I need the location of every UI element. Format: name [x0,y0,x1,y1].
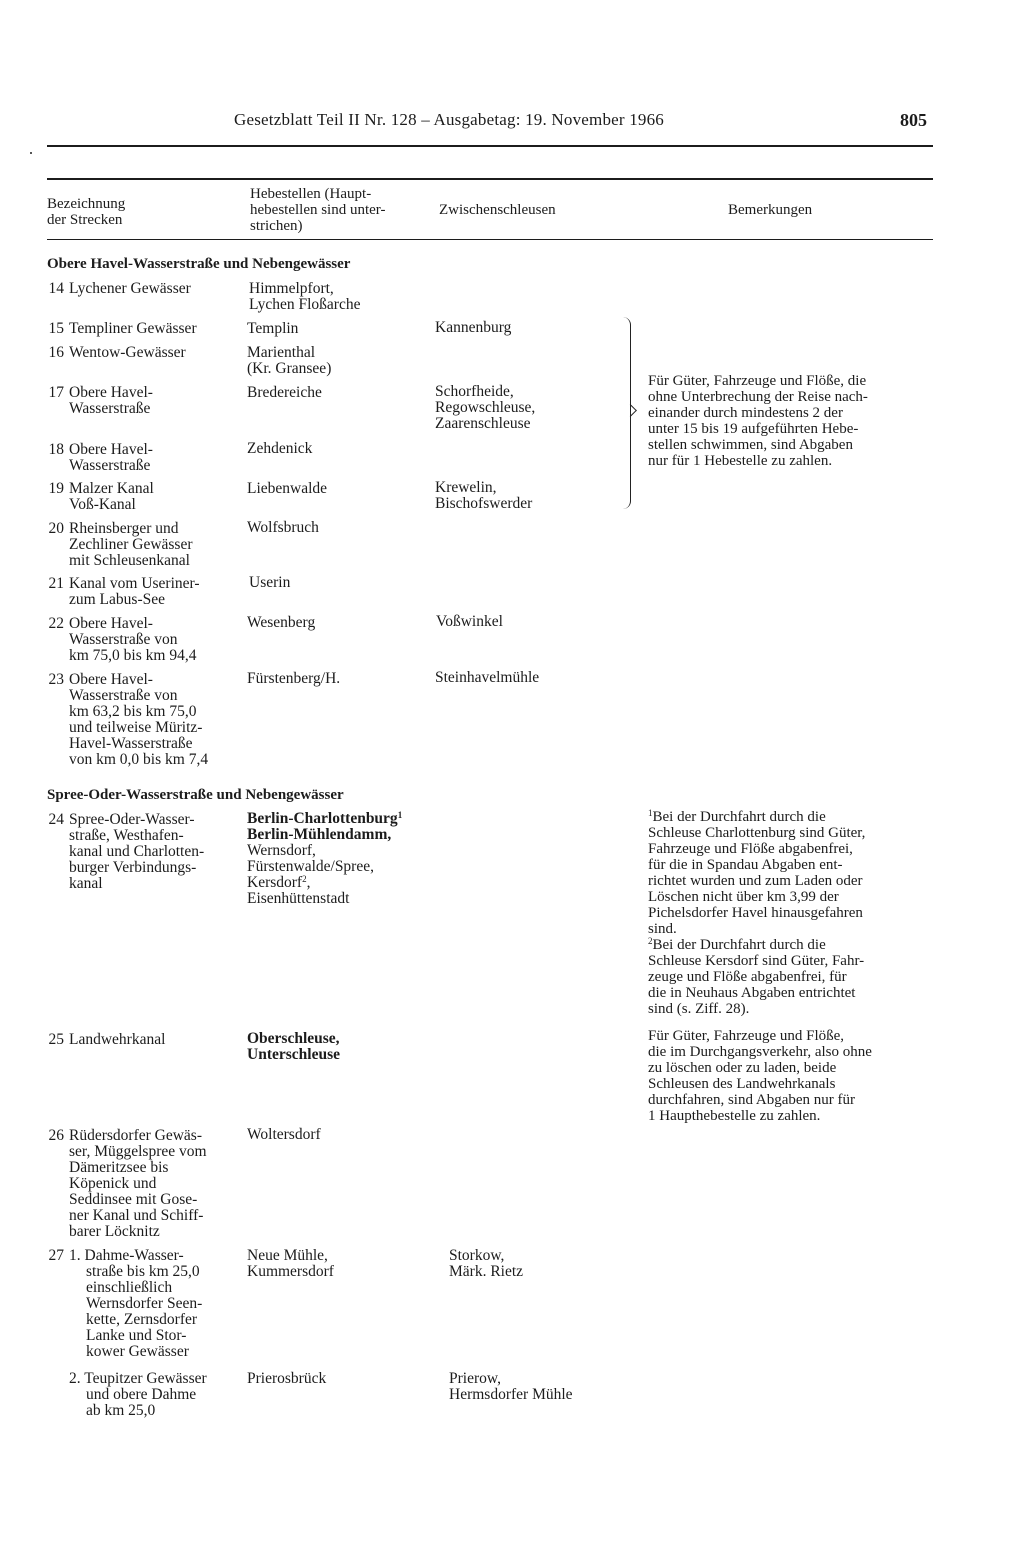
text-line: Spree-Oder-Wasser- [69,811,195,828]
row-number: 26 [48,1127,64,1144]
hebestellen [247,1127,321,1143]
strecke-name [69,1371,207,1419]
text-line: Himmelpfort, [249,280,334,297]
strecke-name [69,385,153,417]
text-line: zeuge und Flöße abgabenfrei, für [648,969,847,985]
text-line: Lychener Gewässer [69,280,191,297]
text-line: km 63,2 bis km 75,0 [69,703,197,720]
row-number: 27 [48,1247,64,1264]
zwischenschleusen [449,1248,523,1280]
text-line [648,937,864,953]
row-number: 23 [48,671,64,688]
strecke-name [69,281,191,297]
footnote-mark: 2 [302,874,307,884]
hebestellen [247,615,315,631]
row-number: 15 [48,320,64,337]
column-header-line: der Strecken [47,212,123,228]
hebestellen [247,1371,326,1387]
text-line: zu löschen oder zu laden, beide [648,1060,837,1076]
strecke-name [69,1248,202,1360]
column-header-line: strichen) [250,218,303,234]
text-line: Wasserstraße von [69,687,178,704]
text-line: Krewelin, [435,479,497,496]
text-line: Bei der Durchfahrt durch die [652,937,826,953]
text-line: mit Schleusenkanal [69,552,190,569]
text-line: und teilweise Müritz- [69,719,203,736]
text-line: Malzer Kanal [69,480,154,497]
text-line: kette, Zernsdorfer [86,1311,198,1328]
text-line: Märk. Rietz [449,1263,524,1280]
text-line: Berlin-Charlottenburg [247,810,398,827]
zwischenschleusen [435,384,535,432]
row-number: 22 [48,615,64,632]
text-line: Obere Havel- [69,384,153,401]
text-line: 1. Dahme-Wasser- [69,1247,184,1264]
text-line: Wolfsbruch [247,519,319,536]
text-line: ab km 25,0 [86,1402,156,1419]
table-header-rule [47,239,933,240]
table-top-rule [47,178,933,180]
text-line: Seddinsee mit Gose- [69,1191,198,1208]
text-line: Wesenberg [247,614,316,631]
text-line: Rheinsberger und [69,520,179,537]
remark-row-25 [648,1028,872,1124]
text-line: Dämeritzsee bis [69,1159,169,1176]
column-header-hebestellen [250,186,386,234]
strecke-name [69,616,196,664]
text-line: von km 0,0 bis km 7,4 [69,751,209,768]
header-rule [47,145,933,147]
text-line: Landwehrkanal [69,1031,166,1048]
text-line: straße, Westhafen- [69,827,184,844]
hebestellen [247,345,331,377]
text-line: Schleuse Kersdorf sind Güter, Fahr- [648,953,865,969]
text-line: kanal und Charlotten- [69,843,205,860]
text-line: (Kr. Gransee) [247,360,332,377]
row-number: 14 [48,280,64,297]
row-number: 25 [48,1031,64,1048]
zwischenschleusen [449,1371,573,1403]
text-line [648,809,865,825]
zwischenschleusen [435,320,511,336]
text-line: Für Güter, Fahrzeuge und Flöße, die [648,373,867,389]
text-line: 1 Haupthebestelle zu zahlen. [648,1108,821,1124]
text-line: einschließlich [86,1279,173,1296]
text-line: Schorfheide, [435,383,514,400]
page-header-title: Gesetzblatt Teil II Nr. 128 – Ausgabetag: 19. November 1966 [234,110,665,129]
text-line: Zechliner Gewässer [69,536,193,553]
hebestellen [247,321,298,337]
column-header-strecken [47,196,125,228]
text-line: Bredereiche [247,384,322,401]
hebestellen [247,1248,334,1280]
text-line: richtet wurden und zum Laden oder [648,873,863,889]
haupthebestelle: Berlin-Mühlendamm, [247,826,392,843]
haupthebestelle: Unterschleuse [247,1046,340,1063]
text-line: km 75,0 bis km 94,4 [69,647,197,664]
text-line: Wasserstraße [69,457,151,474]
hebestellen [247,520,319,536]
text-line: Rüdersdorfer Gewäs- [69,1127,202,1144]
text-line: einander durch mindestens 2 der [648,405,843,421]
hebestellen [249,575,290,591]
text-line: Obere Havel- [69,671,153,688]
text-line: Kersdorf [247,874,303,891]
text-line: Prierosbrück [247,1370,327,1387]
strecke-name [69,1128,207,1240]
strecke-name [69,321,197,337]
row-number: 20 [48,520,64,537]
text-line: Schleusen des Landwehrkanals [648,1076,836,1092]
text-line: nur für 1 Hebestelle zu zahlen. [648,453,833,469]
text-line: ohne Unterbrechung der Reise nach- [648,389,868,405]
strecke-name [69,345,186,361]
text-line: Fahrzeuge und Flöße abgabenfrei, [648,841,853,857]
hebestellen [247,671,340,687]
hebestellen [247,811,402,907]
zwischenschleusen [436,614,503,630]
text-line: straße bis km 25,0 [86,1263,200,1280]
column-header-line: Bezeichnung [47,196,126,212]
text-line: Voßwinkel [436,613,503,630]
text-line: Kannenburg [435,319,512,336]
text-line: ser, Müggelspree vom [69,1143,207,1160]
text-line: Köpenick und [69,1175,157,1192]
text-line: Schleuse Charlottenburg sind Güter, [648,825,866,841]
text-line: Zaarenschleuse [435,415,531,432]
haupthebestelle [247,811,402,827]
row-number: 16 [48,344,64,361]
text-line: barer Löcknitz [69,1223,160,1240]
footnote-mark: 1 [397,810,403,820]
text-line: Havel-Wasserstraße [69,735,193,752]
strecke-name [69,576,200,608]
text-line: kower Gewässer [86,1343,189,1360]
text-line: Templiner Gewässer [69,320,197,337]
text-line: Obere Havel- [69,615,153,632]
text-line: Templin [247,320,299,337]
row-number: 17 [48,384,64,401]
text-line: die im Durchgangsverkehr, also ohne [648,1044,872,1060]
text-line: Löschen nicht über km 3,99 der [648,889,839,905]
strecke-name [69,481,154,513]
text-line: burger Verbindungs- [69,859,197,876]
remark-footnote-1 [648,809,865,937]
hebestellen [247,441,312,457]
text-line: unter 15 bis 19 aufgeführten Hebe- [648,421,859,437]
remark-group-15-19 [648,373,868,469]
text-line: die in Neuhaus Abgaben entrichtet [648,985,856,1001]
text-line: Voß-Kanal [69,496,136,513]
text-line: Neue Mühle, [247,1247,328,1264]
text-line: Obere Havel- [69,441,153,458]
strecke-name [69,672,208,768]
strecke-name [69,1032,165,1048]
text-line: Wernsdorf, [247,842,316,859]
text-line: Wasserstraße von [69,631,178,648]
text-line: Woltersdorf [247,1126,321,1143]
text-line: Lanke und Stor- [86,1327,187,1344]
text-line: Prierow, [449,1370,501,1387]
strecke-name [69,521,193,569]
text-line: Pichelsdorfer Havel hinausgefahren [648,905,863,921]
text-line: 2. Teupitzer Gewässer [69,1370,207,1387]
hebestellen [247,385,322,401]
hebestellen [249,281,360,313]
text-line: kanal [69,875,103,892]
text-line: Hermsdorfer Mühle [449,1386,573,1403]
text-line: sind (s. Ziff. 28). [648,1001,750,1017]
text-line: Steinhavelmühle [435,669,540,686]
text-line: Bei der Durchfahrt durch die [652,809,826,825]
footnote-mark: 1 [648,808,653,818]
text-line: ner Kanal und Schiff- [69,1207,204,1224]
column-header-bemerkungen: Bemerkungen [728,202,813,218]
text-line: Marienthal [247,344,316,361]
text-line: Wernsdorfer Seen- [86,1295,203,1312]
text-line: stellen schwimmen, sind Abgaben [648,437,853,453]
text-line: Userin [249,574,291,591]
zwischenschleusen [435,480,532,512]
text-line: und obere Dahme [86,1386,197,1403]
text-line: zum Labus-See [69,591,165,608]
page-number: 805 [900,110,927,130]
text-line: Kersdorf$^2$, [247,874,311,891]
footnote-mark: 2 [648,936,653,946]
text-line: Eisenhüttenstadt [247,890,350,907]
text-line: Lychen Floßarche [249,296,361,313]
hebestellen [247,1031,340,1063]
text-line: Liebenwalde [247,480,328,497]
section-heading: Obere Havel-Wasserstraße und Nebengewässer [47,256,351,272]
section-heading: Spree-Oder-Wasserstraße und Nebengewässer [47,787,344,803]
remark-footnote-2 [648,937,864,1017]
text-line: Wentow-Gewässer [69,344,186,361]
strecke-name [69,442,153,474]
text-line: sind. [648,921,677,937]
text-line: Bischofswerder [435,495,533,512]
text-line: Zehdenick [247,440,313,457]
text-line: Fürstenwalde/Spree, [247,858,374,875]
text-line: Storkow, [449,1247,505,1264]
text-line: durchfahren, sind Abgaben nur für [648,1092,856,1108]
text-line: Wasserstraße [69,400,151,417]
column-header-zwischenschleusen: Zwischenschleusen [439,202,556,218]
text-line: Fürstenberg/H. [247,670,341,687]
row-number: 18 [48,441,64,458]
haupthebestelle: Oberschleuse, [247,1030,340,1047]
hebestellen [247,481,327,497]
column-header-line: Hebestellen (Haupt- [250,186,372,202]
zwischenschleusen [435,670,539,686]
text-line: für die in Spandau Abgaben ent- [648,857,843,873]
row-number: 21 [48,575,64,592]
text-line: Kummersdorf [247,1263,334,1280]
strecke-name [69,812,204,892]
print-speck [30,152,32,154]
row-number: 19 [48,480,64,497]
text-line: Für Güter, Fahrzeuge und Flöße, [648,1028,845,1044]
text-line: Regowschleuse, [435,399,536,416]
text-line: Kanal vom Useriner- [69,575,200,592]
column-header-line: hebestellen sind unter- [250,202,386,218]
row-number: 24 [48,811,64,828]
